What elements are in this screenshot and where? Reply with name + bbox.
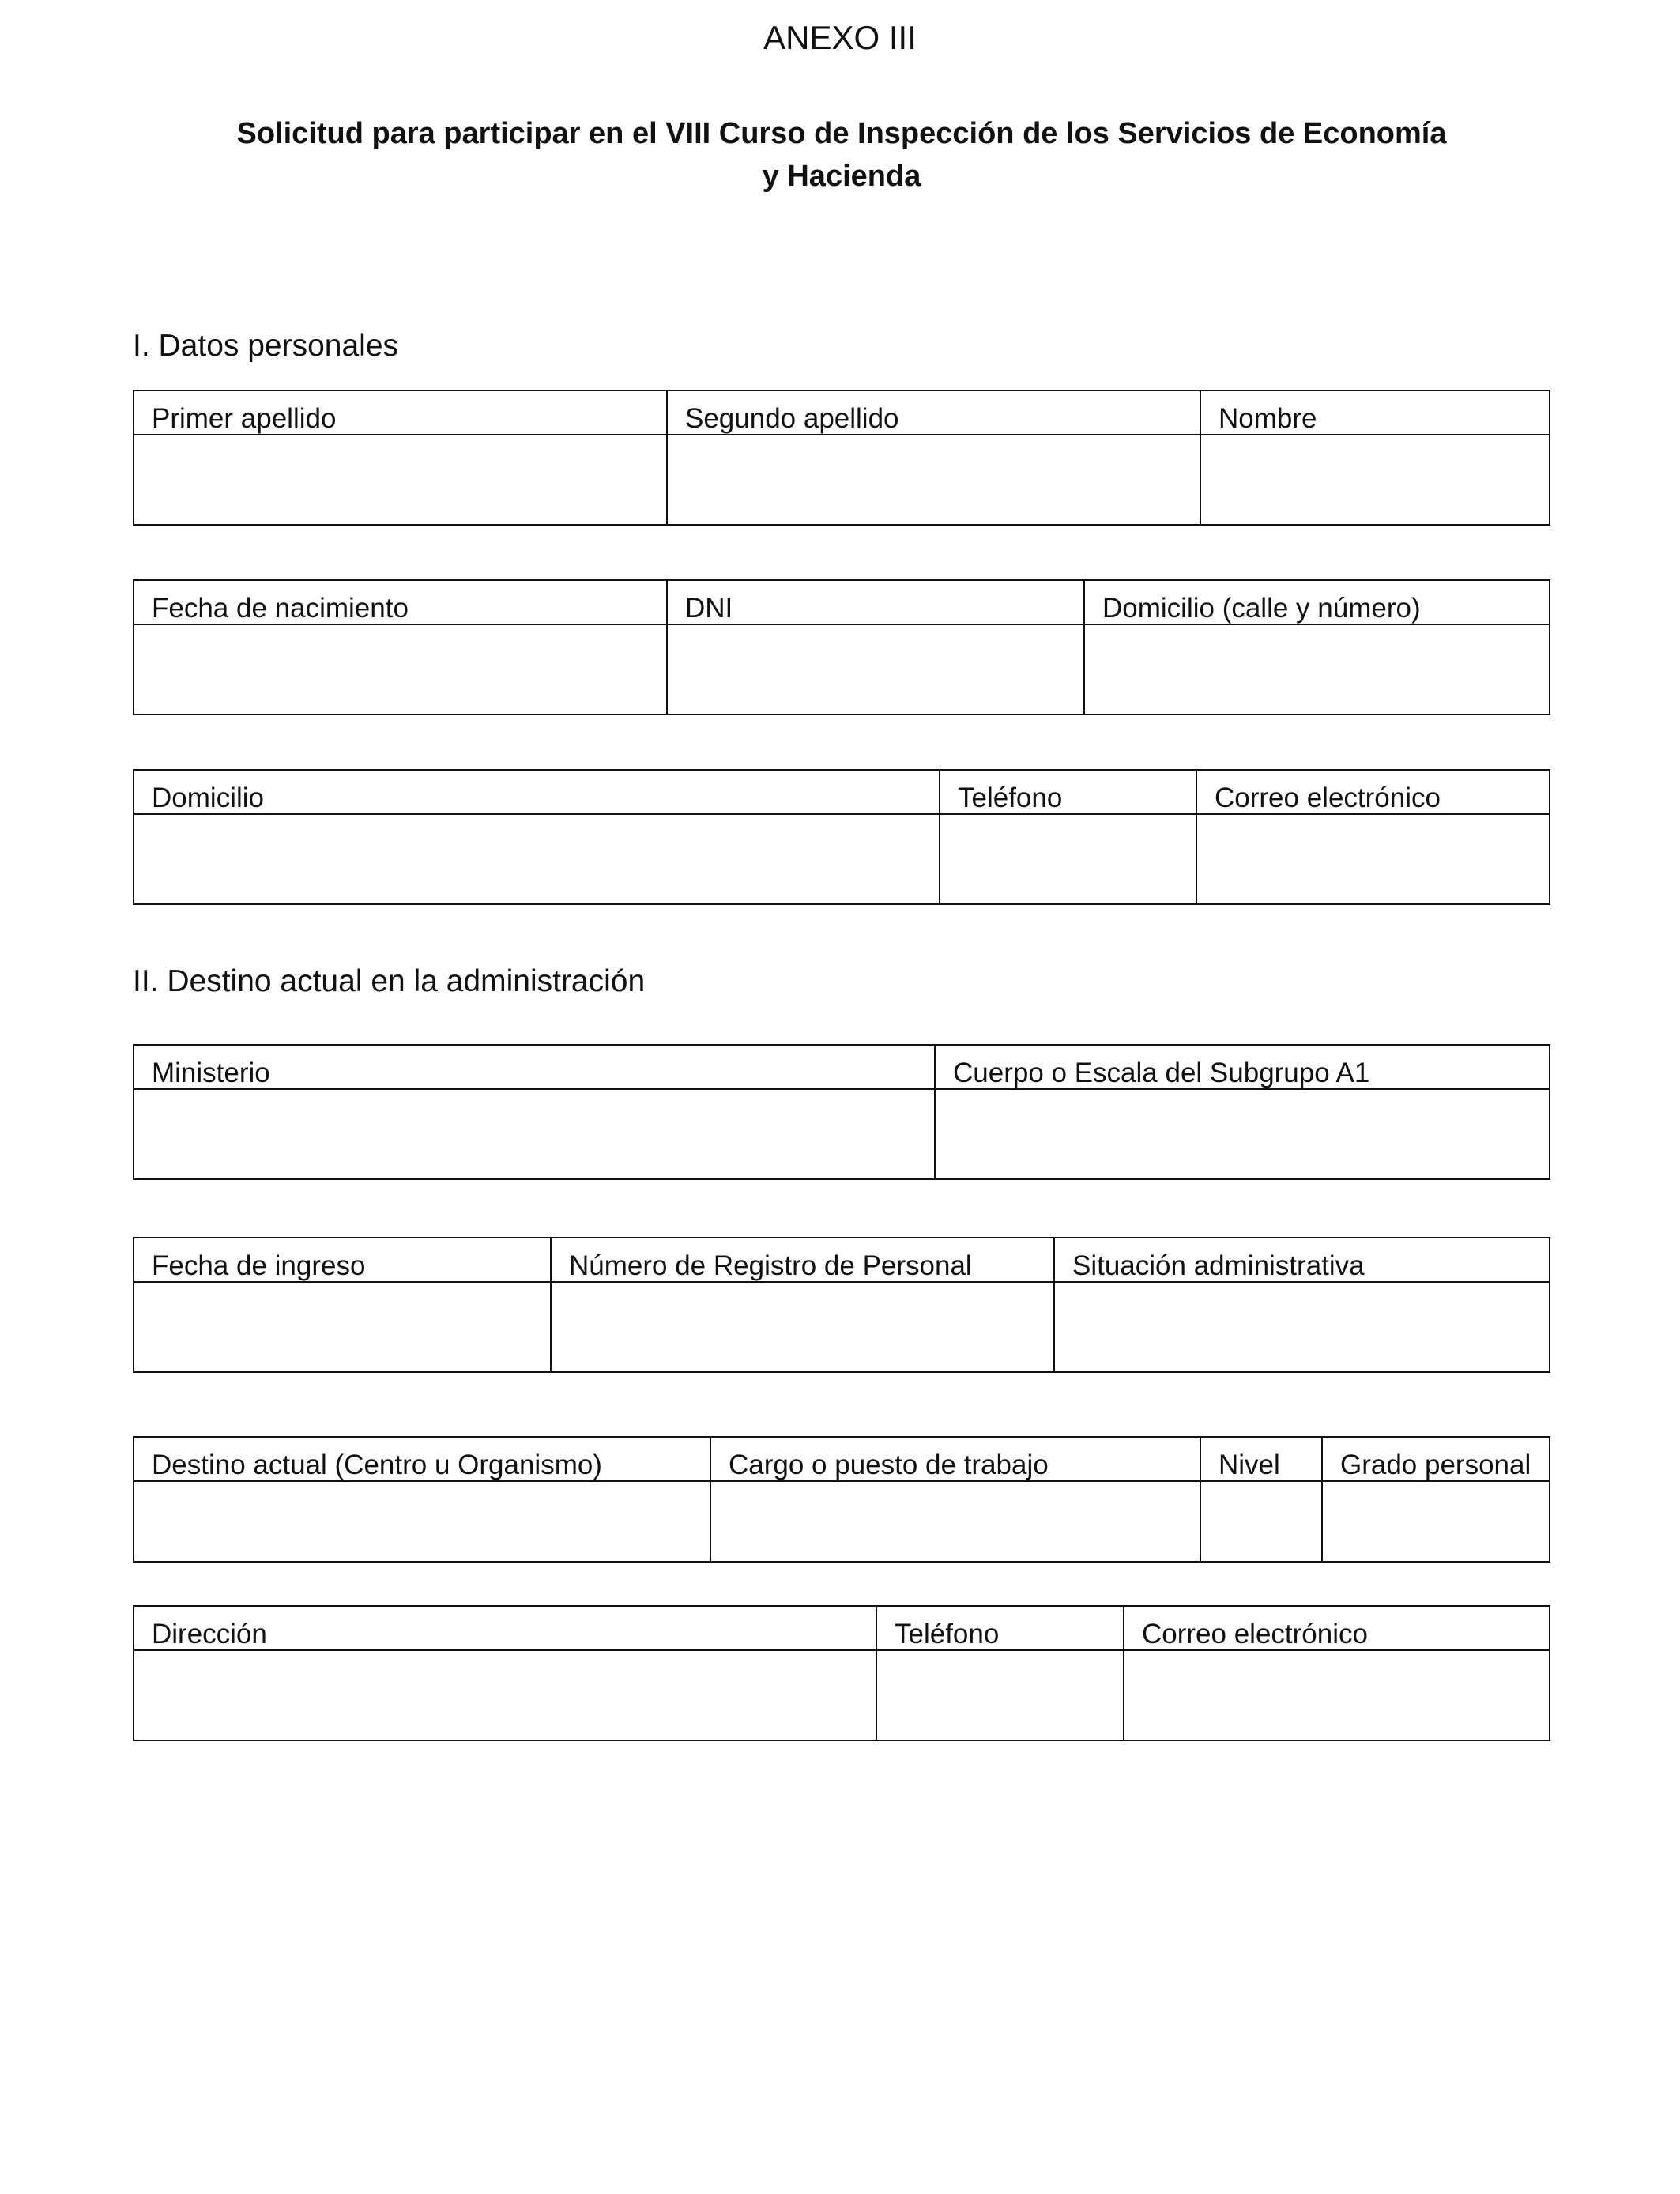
dni-label: DNI — [667, 580, 1084, 624]
phone-field[interactable] — [940, 814, 1196, 904]
dni-field[interactable] — [667, 624, 1084, 714]
street-address-field[interactable] — [1084, 624, 1550, 714]
staff-registry-number-label: Número de Registro de Personal — [551, 1238, 1054, 1282]
section-heading-personal-data: I. Datos personales — [133, 329, 399, 363]
annex-title: ANEXO III — [763, 19, 917, 56]
second-surname-label: Segundo apellido — [667, 390, 1200, 435]
ministry-table — [133, 1044, 1550, 1180]
level-field[interactable] — [1200, 1481, 1322, 1562]
email-field[interactable] — [1196, 814, 1550, 904]
first-surname-label: Primer apellido — [134, 390, 667, 435]
address-field[interactable] — [134, 814, 940, 904]
corps-scale-label: Cuerpo o Escala del Subgrupo A1 — [935, 1045, 1550, 1089]
first-surname-field[interactable] — [134, 435, 667, 525]
current-post-field[interactable] — [134, 1481, 710, 1562]
admission-table — [133, 1237, 1550, 1373]
work-phone-label: Teléfono — [876, 1606, 1124, 1650]
ministry-label: Ministerio — [134, 1045, 935, 1089]
admission-date-field[interactable] — [134, 1282, 551, 1372]
work-phone-field[interactable] — [876, 1650, 1124, 1740]
document-title-line-2: y Hacienda — [762, 160, 921, 193]
personal-grade-label: Grado personal — [1322, 1437, 1550, 1481]
post-details-table — [133, 1436, 1550, 1563]
current-post-label: Destino actual (Centro u Organismo) — [134, 1437, 710, 1481]
street-address-label: Domicilio (calle y número) — [1084, 580, 1550, 624]
birth-date-field[interactable] — [134, 624, 667, 714]
document-title-line-1: Solicitud para participar en el VIII Curso de Inspección de los Servicios de Economía — [236, 117, 1447, 150]
job-position-label: Cargo o puesto de trabajo — [710, 1437, 1200, 1481]
admission-date-label: Fecha de ingreso — [134, 1238, 551, 1282]
corps-scale-field[interactable] — [935, 1089, 1550, 1179]
document-title — [150, 112, 1533, 198]
work-contact-table — [133, 1605, 1550, 1741]
personal-grade-field[interactable] — [1322, 1481, 1550, 1562]
birth-date-label: Fecha de nacimiento — [134, 580, 667, 624]
work-email-label: Correo electrónico — [1124, 1606, 1550, 1650]
job-position-field[interactable] — [710, 1481, 1200, 1562]
section-heading-current-post: II. Destino actual en la administración — [133, 964, 646, 998]
level-label: Nivel — [1200, 1437, 1322, 1481]
personal-id-table — [133, 579, 1550, 715]
administrative-status-field[interactable] — [1054, 1282, 1550, 1372]
work-address-label: Dirección — [134, 1606, 876, 1650]
second-surname-field[interactable] — [667, 435, 1200, 525]
name-label: Nombre — [1200, 390, 1550, 435]
work-address-field[interactable] — [134, 1650, 876, 1740]
administrative-status-label: Situación administrativa — [1054, 1238, 1550, 1282]
staff-registry-number-field[interactable] — [551, 1282, 1054, 1372]
work-email-field[interactable] — [1124, 1650, 1550, 1740]
personal-names-table — [133, 390, 1550, 526]
ministry-field[interactable] — [134, 1089, 935, 1179]
email-label: Correo electrónico — [1196, 770, 1550, 814]
personal-contact-table — [133, 769, 1550, 905]
phone-label: Teléfono — [940, 770, 1196, 814]
name-field[interactable] — [1200, 435, 1550, 525]
address-label: Domicilio — [134, 770, 940, 814]
